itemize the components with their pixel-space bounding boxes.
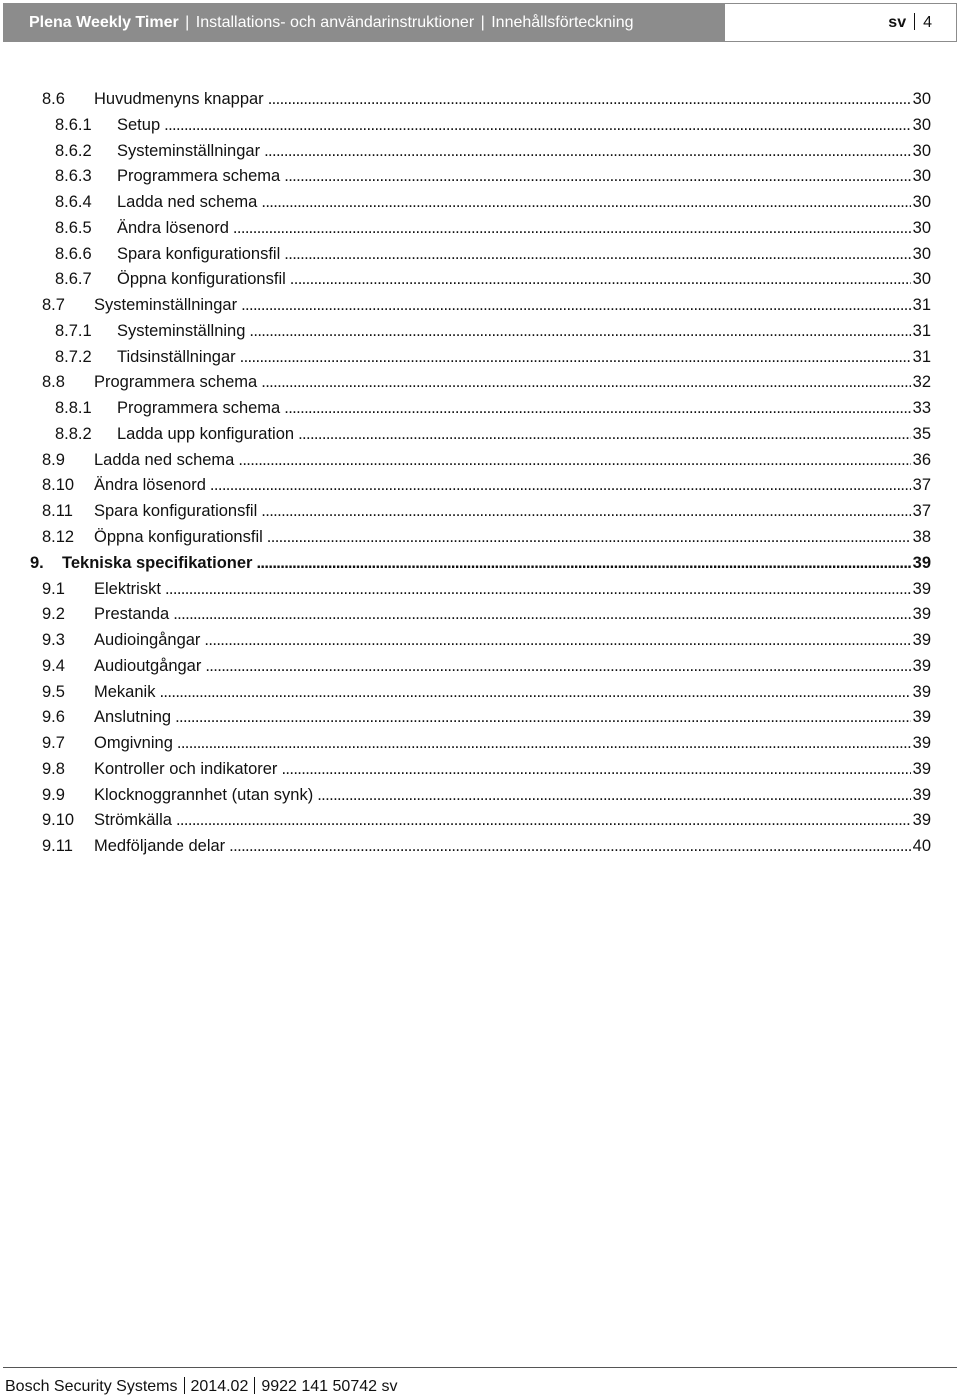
dot-leader bbox=[164, 113, 911, 139]
toc-entry-title: Spara konfigurationsfil bbox=[117, 242, 284, 268]
dot-leader bbox=[284, 396, 910, 422]
dot-leader bbox=[284, 164, 910, 190]
toc-entry-leader bbox=[117, 345, 931, 371]
toc-entry-leader bbox=[94, 680, 931, 706]
toc-entry-number: 8.11 bbox=[42, 502, 73, 521]
toc-entry-page: 39 bbox=[911, 654, 931, 680]
table-of-contents bbox=[0, 87, 960, 860]
toc-entry[interactable] bbox=[0, 164, 960, 190]
toc-entry-page: 30 bbox=[911, 216, 931, 242]
toc-entry[interactable] bbox=[0, 757, 960, 783]
toc-entry-number: 9.7 bbox=[42, 734, 65, 753]
toc-entry-title: Huvudmenyns knappar bbox=[94, 87, 268, 113]
toc-entry-number: 9.1 bbox=[42, 579, 65, 598]
dot-leader bbox=[281, 757, 910, 783]
toc-entry-number: 9.4 bbox=[42, 656, 65, 675]
toc-entry-number: 8.7 bbox=[42, 296, 65, 315]
toc-entry-leader bbox=[117, 267, 931, 293]
toc-entry-title: Elektriskt bbox=[94, 577, 165, 603]
toc-entry[interactable] bbox=[0, 628, 960, 654]
toc-entry-number: 9.11 bbox=[42, 837, 73, 856]
toc-entry-title: Omgivning bbox=[94, 731, 177, 757]
toc-entry[interactable] bbox=[0, 293, 960, 319]
toc-entry-leader bbox=[94, 808, 931, 834]
toc-entry-title: Medföljande delar bbox=[94, 834, 229, 860]
toc-entry[interactable] bbox=[0, 525, 960, 551]
toc-entry[interactable] bbox=[0, 680, 960, 706]
toc-entry-title: Prestanda bbox=[94, 602, 173, 628]
toc-entry-leader bbox=[94, 654, 931, 680]
product-name: Plena Weekly Timer bbox=[29, 14, 179, 31]
toc-entry-leader bbox=[94, 731, 931, 757]
toc-entry-number: 9.2 bbox=[42, 605, 65, 624]
toc-entry-page: 39 bbox=[911, 577, 931, 603]
toc-entry-page: 30 bbox=[911, 87, 931, 113]
toc-entry-title: Systeminställning bbox=[117, 319, 249, 345]
toc-entry[interactable] bbox=[0, 705, 960, 731]
toc-entry-leader bbox=[94, 525, 931, 551]
toc-entry-title: Strömkälla bbox=[94, 808, 176, 834]
toc-entry-leader bbox=[117, 216, 931, 242]
dot-leader bbox=[175, 705, 911, 731]
toc-entry-title: Ladda ned schema bbox=[94, 448, 238, 474]
dot-leader bbox=[176, 808, 911, 834]
toc-entry[interactable] bbox=[0, 448, 960, 474]
toc-entry-leader bbox=[94, 757, 931, 783]
toc-entry-page: 30 bbox=[911, 190, 931, 216]
toc-entry-number: 8.6.7 bbox=[55, 270, 92, 289]
toc-entry-leader bbox=[117, 396, 931, 422]
toc-entry-number: 8.12 bbox=[42, 528, 75, 547]
toc-entry-title: Ändra lösenord bbox=[94, 473, 210, 499]
toc-entry-number: 8.7.2 bbox=[55, 347, 92, 366]
toc-entry-leader bbox=[94, 783, 931, 809]
toc-entry-leader bbox=[117, 164, 931, 190]
toc-entry[interactable] bbox=[0, 783, 960, 809]
toc-entry-number: 9.5 bbox=[42, 682, 65, 701]
page-number: 4 bbox=[923, 14, 932, 31]
toc-entry-number: 8.6.5 bbox=[55, 218, 92, 237]
dot-leader bbox=[256, 551, 910, 577]
toc-entry-number: 9. bbox=[30, 553, 44, 572]
toc-entry-leader bbox=[94, 293, 931, 319]
toc-entry[interactable] bbox=[0, 345, 960, 371]
toc-entry-title: Audioingångar bbox=[94, 628, 204, 654]
toc-entry-leader bbox=[94, 473, 931, 499]
toc-entry[interactable] bbox=[0, 319, 960, 345]
toc-entry-page: 30 bbox=[911, 139, 931, 165]
toc-entry[interactable] bbox=[0, 602, 960, 628]
toc-entry-title: Tekniska specifikationer bbox=[62, 551, 256, 577]
toc-entry-leader bbox=[117, 242, 931, 268]
toc-entry[interactable] bbox=[0, 267, 960, 293]
toc-entry-leader bbox=[94, 577, 931, 603]
toc-entry[interactable] bbox=[0, 473, 960, 499]
dot-leader bbox=[177, 731, 911, 757]
footer-divider bbox=[254, 1377, 255, 1394]
toc-entry-leader bbox=[94, 705, 931, 731]
toc-entry-number: 8.8.1 bbox=[55, 399, 92, 418]
dot-leader bbox=[240, 345, 911, 371]
toc-entry-leader bbox=[117, 139, 931, 165]
page-header bbox=[3, 3, 957, 42]
toc-entry-number: 9.9 bbox=[42, 785, 65, 804]
toc-entry[interactable] bbox=[0, 422, 960, 448]
header-separator: | bbox=[480, 14, 485, 31]
dot-leader bbox=[229, 834, 910, 860]
toc-entry-page: 33 bbox=[911, 396, 931, 422]
toc-entry-number: 8.6.4 bbox=[55, 193, 92, 212]
manual-title: Installations- och användarinstruktioner bbox=[195, 14, 475, 31]
dot-leader bbox=[241, 293, 911, 319]
toc-entry[interactable] bbox=[0, 808, 960, 834]
footer-divider bbox=[184, 1377, 185, 1394]
toc-entry-leader bbox=[117, 422, 931, 448]
dot-leader bbox=[268, 87, 911, 113]
header-divider bbox=[914, 13, 915, 30]
toc-entry[interactable] bbox=[0, 396, 960, 422]
toc-entry-number: 8.8 bbox=[42, 373, 65, 392]
dot-leader bbox=[205, 654, 910, 680]
toc-entry-title: Ändra lösenord bbox=[117, 216, 233, 242]
toc-entry-title: Tidsinställningar bbox=[117, 345, 240, 371]
toc-entry-title: Anslutning bbox=[94, 705, 175, 731]
header-separator: | bbox=[185, 14, 190, 31]
dot-leader bbox=[249, 319, 910, 345]
toc-entry[interactable] bbox=[0, 139, 960, 165]
toc-entry-leader bbox=[94, 448, 931, 474]
dot-leader bbox=[317, 783, 910, 809]
toc-entry-number: 9.10 bbox=[42, 811, 75, 830]
toc-entry-page: 35 bbox=[911, 422, 931, 448]
toc-entry-page: 30 bbox=[911, 113, 931, 139]
toc-entry[interactable] bbox=[0, 113, 960, 139]
dot-leader bbox=[261, 370, 910, 396]
toc-entry-title: Kontroller och indikatorer bbox=[94, 757, 281, 783]
toc-entry-page: 30 bbox=[911, 242, 931, 268]
footer-rule bbox=[3, 1367, 957, 1368]
toc-entry-page: 30 bbox=[911, 267, 931, 293]
toc-entry-page: 39 bbox=[911, 705, 931, 731]
toc-entry-page: 39 bbox=[911, 731, 931, 757]
toc-entry-title: Audioutgångar bbox=[94, 654, 205, 680]
toc-entry-page: 38 bbox=[911, 525, 931, 551]
dot-leader bbox=[165, 577, 911, 603]
toc-entry-title: Programmera schema bbox=[117, 396, 284, 422]
toc-entry-page: 39 bbox=[911, 783, 931, 809]
toc-entry-number: 8.8.2 bbox=[55, 424, 92, 443]
page-footer bbox=[5, 1376, 397, 1398]
toc-entry-leader bbox=[94, 834, 931, 860]
toc-entry-page: 31 bbox=[911, 319, 931, 345]
toc-entry-title: Ladda ned schema bbox=[117, 190, 261, 216]
toc-entry-title: Setup bbox=[117, 113, 164, 139]
section-title: Innehållsförteckning bbox=[491, 14, 634, 31]
toc-entry-number: 8.6.3 bbox=[55, 167, 92, 186]
toc-entry-page: 39 bbox=[911, 628, 931, 654]
dot-leader bbox=[298, 422, 911, 448]
toc-entry-title: Systeminställningar bbox=[117, 139, 264, 165]
toc-entry[interactable] bbox=[0, 370, 960, 396]
toc-entry-page: 39 bbox=[911, 757, 931, 783]
toc-entry-page: 30 bbox=[911, 164, 931, 190]
toc-entry-page: 31 bbox=[911, 293, 931, 319]
dot-leader bbox=[264, 139, 911, 165]
toc-entry-number: 9.8 bbox=[42, 759, 65, 778]
toc-entry-leader bbox=[94, 87, 931, 113]
toc-entry-title: Öppna konfigurationsfil bbox=[117, 267, 290, 293]
toc-entry[interactable] bbox=[0, 87, 960, 113]
header-title-bar bbox=[3, 3, 725, 42]
toc-entry-title: Programmera schema bbox=[94, 370, 261, 396]
toc-entry[interactable] bbox=[0, 654, 960, 680]
toc-entry-title: Öppna konfigurationsfil bbox=[94, 525, 267, 551]
toc-entry-number: 8.6 bbox=[42, 90, 65, 108]
dot-leader bbox=[159, 680, 910, 706]
dot-leader bbox=[238, 448, 910, 474]
toc-entry[interactable] bbox=[0, 834, 960, 860]
toc-entry-leader bbox=[94, 602, 931, 628]
language-code: sv bbox=[888, 14, 907, 31]
toc-entry-page: 37 bbox=[911, 473, 931, 499]
header-page-info bbox=[725, 3, 957, 42]
footer-date: 2014.02 bbox=[190, 1378, 249, 1395]
toc-entry-number: 8.6.1 bbox=[55, 115, 92, 134]
footer-doc-number: 9922 141 50742 sv bbox=[261, 1378, 398, 1395]
toc-entry[interactable] bbox=[0, 731, 960, 757]
dot-leader bbox=[173, 602, 910, 628]
footer-company: Bosch Security Systems bbox=[5, 1378, 178, 1395]
dot-leader bbox=[267, 525, 911, 551]
toc-entry-page: 40 bbox=[911, 834, 931, 860]
dot-leader bbox=[204, 628, 910, 654]
dot-leader bbox=[290, 267, 911, 293]
toc-entry-page: 39 bbox=[911, 551, 931, 577]
toc-entry-number: 9.6 bbox=[42, 708, 65, 727]
dot-leader bbox=[210, 473, 911, 499]
toc-entry-page: 37 bbox=[911, 499, 931, 525]
toc-entry[interactable] bbox=[0, 190, 960, 216]
toc-entry-title: Klocknoggrannhet (utan synk) bbox=[94, 783, 317, 809]
dot-leader bbox=[284, 242, 910, 268]
dot-leader bbox=[233, 216, 911, 242]
toc-entry[interactable] bbox=[0, 499, 960, 525]
toc-entry[interactable] bbox=[0, 551, 960, 577]
toc-entry-leader bbox=[117, 113, 931, 139]
toc-entry-page: 31 bbox=[911, 345, 931, 371]
toc-entry-title: Mekanik bbox=[94, 680, 159, 706]
toc-entry-leader bbox=[117, 319, 931, 345]
toc-entry-page: 39 bbox=[911, 680, 931, 706]
toc-entry-title: Systeminställningar bbox=[94, 293, 241, 319]
toc-entry-leader bbox=[94, 499, 931, 525]
toc-entry[interactable] bbox=[0, 242, 960, 268]
toc-entry-number: 8.7.1 bbox=[55, 321, 92, 340]
toc-entry-page: 39 bbox=[911, 808, 931, 834]
toc-entry-leader bbox=[117, 190, 931, 216]
toc-entry-number: 9.3 bbox=[42, 631, 65, 650]
toc-entry-number: 8.10 bbox=[42, 476, 75, 495]
toc-entry-title: Programmera schema bbox=[117, 164, 284, 190]
dot-leader bbox=[261, 499, 910, 525]
toc-entry-page: 36 bbox=[911, 448, 931, 474]
toc-entry[interactable] bbox=[0, 216, 960, 242]
toc-entry-leader bbox=[94, 628, 931, 654]
toc-entry-page: 39 bbox=[911, 602, 931, 628]
toc-entry-title: Spara konfigurationsfil bbox=[94, 499, 261, 525]
dot-leader bbox=[261, 190, 910, 216]
toc-entry-number: 8.6.2 bbox=[55, 141, 92, 160]
toc-entry[interactable] bbox=[0, 577, 960, 603]
toc-entry-number: 8.9 bbox=[42, 450, 65, 469]
toc-entry-leader bbox=[94, 370, 931, 396]
toc-entry-number: 8.6.6 bbox=[55, 244, 92, 263]
toc-entry-leader bbox=[62, 551, 931, 577]
toc-entry-page: 32 bbox=[911, 370, 931, 396]
toc-entry-title: Ladda upp konfiguration bbox=[117, 422, 298, 448]
